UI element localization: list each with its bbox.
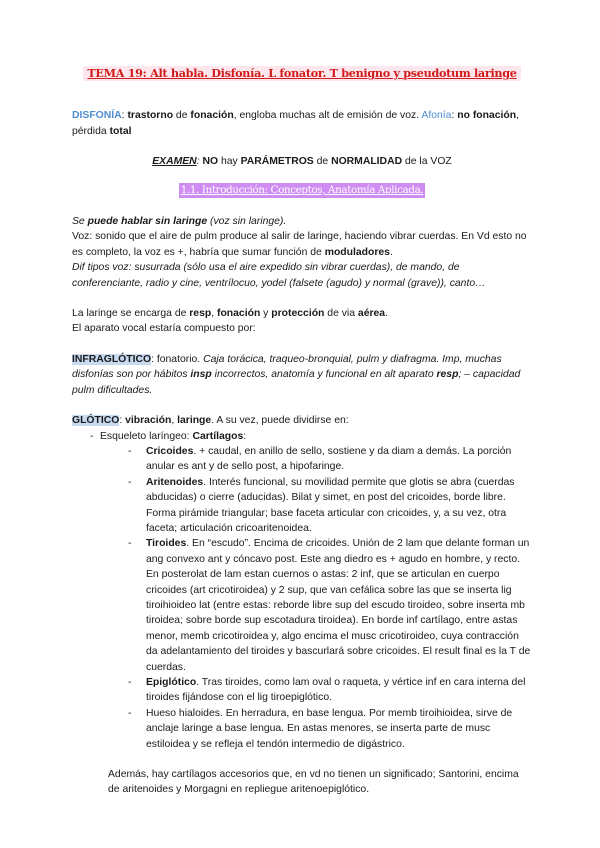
text-run: hay (218, 156, 241, 168)
text-run: total (109, 125, 132, 137)
text-run: moduladores (324, 246, 390, 258)
sin-laringe-line (72, 214, 532, 229)
text-run: : (196, 156, 203, 168)
text-run: y (260, 308, 272, 320)
cartilagos-list (100, 444, 532, 752)
list-item (146, 536, 532, 675)
text-run: fonación (217, 308, 261, 320)
text-run: , (171, 415, 178, 427)
cartilage-text: Hueso hialoides. En herradura, en base lengua. Por memb tiroihioidea, sirve de anclaje laringe a base lengua. En astas menores, se inserta parte de musc estiloidea y se refleja el tendón intermedio de digástrico. (146, 707, 513, 750)
glotico-label: GLÓTICO (72, 415, 120, 427)
text-run: NO (202, 156, 219, 168)
disfonia-label: DISFONÍA (72, 110, 122, 122)
text-run: NORMALIDAD (331, 156, 403, 168)
cartilage-name: Aritenoides (146, 476, 204, 488)
text-run: (voz sin laringe). (207, 216, 287, 228)
laringe-funciones (72, 306, 532, 321)
text-run: vibración (125, 415, 172, 427)
text-run: PARÁMETROS (240, 156, 314, 168)
glotico-paragraph (72, 413, 532, 428)
list-item (146, 675, 532, 706)
voz-definition (72, 229, 532, 260)
text-run: de (173, 110, 191, 122)
section-heading: 1.1. Introducción: Conceptos, Anatomía Aplicada. (179, 183, 426, 198)
list-item (146, 444, 532, 475)
text-run: trastorno (127, 110, 174, 122)
afonia-label: Afonía (421, 110, 452, 122)
text-run: puede hablar sin laringe (87, 216, 208, 228)
text-run: , engloba muchas alt de emisión de voz. (233, 110, 422, 122)
text-run: Caja torácica, traqueo-bronquial, pulm y diafragma. Imp, muchas disfonías son por hábitos (72, 353, 502, 381)
text-run: : (451, 110, 458, 122)
closing-note: Además, hay cartílagos accesorios que, en vd no tienen un significado; Santorini, encima de aritenoides y Morgagni en repliegue aritenoepiglótico. (108, 769, 519, 796)
text-run: ; – capacidad pulm dificultades. (72, 369, 521, 396)
title-wrap (72, 66, 532, 82)
text-run: laringe (177, 415, 212, 427)
text-run: Cartílagos (192, 430, 244, 442)
text-run: . (385, 308, 388, 320)
cartilage-name: Epiglótico (146, 677, 197, 688)
text-run: , (211, 308, 217, 320)
cartilage-text: . Tras tiroides, como lam oval o raqueta, y vértice inf en cara interna del tiroides fijándose con el lig tiroepiglótico. (146, 677, 526, 704)
cartilage-name: Cricoides (146, 445, 194, 457)
document-page (72, 66, 532, 798)
text-run: incorrectos, anatomía y funcional en alt aparato (211, 369, 437, 381)
document-title: TEMA 19: Alt habla. Disfonía. L fonator. T benigno y pseudotum laringe (83, 66, 520, 81)
tipos-voz: Dif tipos voz: susurrada (sólo usa el aire expedido sin vibrar cuerdas), de mando, de conferenciante, radio y cine, ventrílocuo, yodel (falsete (agudo) y normal (grave)), canto… (72, 262, 486, 289)
text-run: de la VOZ (402, 156, 452, 168)
infraglotico-paragraph (72, 352, 532, 398)
text-run: : (121, 110, 128, 122)
list-item (146, 475, 532, 537)
text-run: EXAMEN (152, 156, 197, 168)
cartilage-text: . En “escudo”. Encima de cricoides. Unión de 2 lam que delante forman un ang convexo ant y cóncavo post. Este ang diedro es + agudo en hombre, y recto. En posterolat de lam estan cuernos o astas: 2 inf, que se articulan en cuerpo cricoides (art cricotiroidea) y 2 sup, que van cefálica sobre las que se inserta lig tiroihioideo lat (entre estas: reborde libre sup del escudo tiroideo, sobre inserta mb tiroidea; sobre borde sup escotadura tiroidea). En borde inf cartílago, entre astas menor, memb cricotiroidea y, algo encima el musc cricotiroideo, cuya contracción da adelantamiento del tiroides y bascurlará sobre cricoides. El result final es la T de cuerdas. (146, 538, 531, 673)
cartilage-text: . Interés funcional, su movilidad permite que glotis se abra (cuerdas abducidas) o cierre (aducidas). Bilat y simet, en post del cricoides, borde libre. Forma pirámide triangular; base faceta articular con cricoides, y, a su vez, otra faceta; articulación cricoaritenoidea. (146, 476, 515, 534)
text-run: . A su vez, puede dividirse en: (211, 415, 349, 427)
infraglotico-label: INFRAGLÓTICO (72, 353, 152, 365)
text-run: resp (436, 369, 459, 381)
text-run: : fonatorio. (151, 353, 204, 365)
text-run: Esqueleto laríngeo: (100, 430, 193, 442)
text-run: . (389, 246, 393, 258)
text-run: de (313, 156, 332, 168)
list-item (146, 706, 532, 752)
text-run: La laringe se encarga de (72, 308, 190, 320)
text-run: Se (72, 216, 88, 228)
aparato-vocal: El aparato vocal estaría compuesto por: (72, 323, 256, 335)
text-run: Voz: sonido que el aire de pulm produce al salir de laringe, haciendo vibrar cuerdas. En Vd esto no es completo, la voz es +, habría que sumar función de (72, 231, 527, 258)
text-run: : (243, 430, 247, 442)
text-run: protección (271, 308, 325, 320)
cartilage-name: Tiroides (146, 538, 187, 550)
text-run: de via (324, 308, 358, 320)
text-run: fonación (190, 110, 234, 122)
cartilage-text: . + caudal, en anillo de sello, sostiene y da diam a demás. La porción anular es ant y de sello post, a hipofaringe. (146, 445, 512, 473)
text-run: aérea (357, 308, 386, 320)
glotico-list (72, 429, 532, 753)
examen-note (72, 154, 532, 169)
disfonia-definition (72, 108, 532, 139)
list-item-esqueleto (90, 429, 532, 753)
text-run: resp (189, 308, 212, 320)
text-run: insp (190, 369, 212, 381)
text-run: no fonación (457, 110, 517, 122)
section-heading-wrap (72, 183, 532, 198)
text-run: : (119, 415, 126, 427)
text-run: , pérdida (72, 110, 520, 137)
